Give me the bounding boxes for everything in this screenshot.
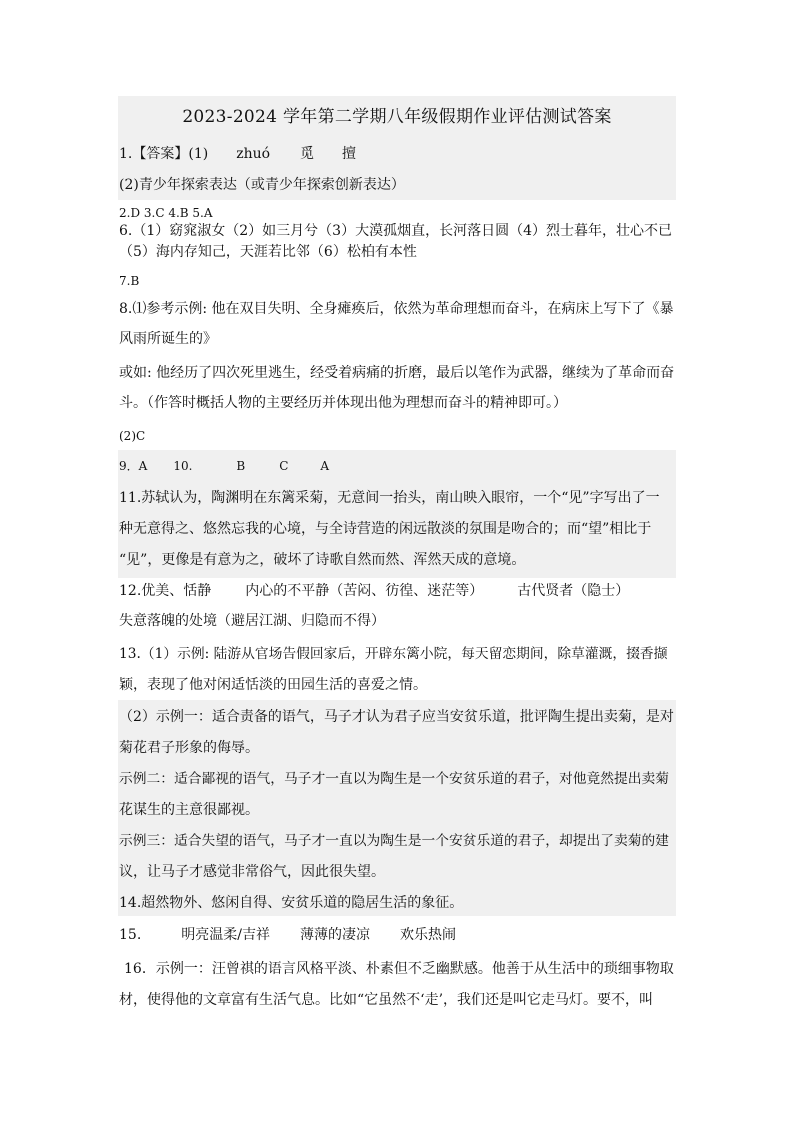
q15-answer-2: 薄薄的凄凉 bbox=[299, 927, 370, 943]
q1-label: 1.【答案】(1) bbox=[119, 146, 209, 162]
q13-line7: 示例三：适合失望的语气，马子才一直以为陶生是一个安贫乐道的君子，却提出了卖菊的建 bbox=[119, 833, 670, 849]
q13-line3: （2）示例一：适合责备的语气，马子才认为君子应当安贫乐道，批评陶生提出卖菊，是对 bbox=[119, 709, 674, 725]
q12-line2: 失意落魄的处境（避居江湖、归隐而不得） bbox=[119, 613, 385, 629]
q15-line bbox=[119, 926, 456, 944]
q15-answer-1: 明亮温柔/吉祥 bbox=[181, 927, 270, 943]
q9-10-line bbox=[119, 457, 329, 475]
q10-answer-b: B bbox=[236, 459, 246, 473]
q10-answer-a: A bbox=[320, 459, 330, 473]
q6-line1: 6.（1）窈窕淑女（2）如三月兮（3）大漠孤烟直，长河落日圆（4）烈士暮年，壮心不已 bbox=[119, 223, 672, 239]
q8-line1: 8.⑴参考示例: 他在双目失明、全身瘫痪后，依然为革命理想而奋斗，在病床上写下了《暴 bbox=[119, 301, 674, 317]
q1-line1 bbox=[119, 145, 356, 163]
q12-part1: 12.优美、恬静 bbox=[119, 583, 212, 599]
q11-line1: 11.苏轼认为，陶渊明在东篱采菊，无意间一抬头，南山映入眼帘，一个“见”字写出了一 bbox=[119, 490, 660, 506]
q16-line2: 材，使得他的文章富有生活气息。比如“它虽然不‘走’，我们还是叫它走马灯。要不，叫 bbox=[119, 992, 654, 1008]
q8-line5: (2)C bbox=[119, 429, 146, 443]
q12-part3: 古代贤者（隐士） bbox=[517, 583, 630, 599]
q13-line8: 议，让马子才感觉非常俗气，因此很失望。 bbox=[119, 864, 385, 880]
q15-answer-3: 欢乐热闹 bbox=[399, 927, 456, 943]
q1-answer-3: 擅 bbox=[342, 146, 357, 162]
q12-line1 bbox=[119, 582, 629, 600]
q13-line2: 颖，表现了他对闲适恬淡的田园生活的喜爱之情。 bbox=[119, 677, 427, 693]
q11-line3: “见”，更像是有意为之，破坏了诗歌自然而然、浑然天成的意境。 bbox=[119, 552, 526, 568]
q1-answer-2: 觅 bbox=[300, 146, 315, 162]
q16-line1: 16．示例一：汪曾祺的语言风格平淡、朴素但不乏幽默感。他善于从生活中的琐细事物取 bbox=[124, 961, 674, 977]
q2-5-answers: 2.D 3.C 4.B 5.A bbox=[119, 206, 213, 220]
q14-answer: 14.超然物外、悠闲自得、安贫乐道的隐居生活的象征。 bbox=[119, 895, 464, 911]
q9-answer: 9．A bbox=[119, 459, 148, 473]
q7-answer: 7.B bbox=[119, 274, 140, 288]
q13-line4: 菊花君子形象的侮辱。 bbox=[119, 740, 259, 756]
page-title: 2023-2024 学年第二学期八年级假期作业评估测试答案 bbox=[182, 107, 612, 127]
q11-line2: 种无意得之、悠然忘我的心境，与全诗营造的闲远散淡的氛围是吻合的；而“望”相比于 bbox=[119, 521, 652, 537]
q6-line2: （5）海内存知己，天涯若比邻（6）松柏有本性 bbox=[119, 244, 417, 260]
q13-line5: 示例二：适合鄙视的语气，马子才一直以为陶生是一个安贫乐道的君子，对他竟然提出卖菊 bbox=[119, 771, 670, 787]
q15-label: 15. bbox=[119, 927, 142, 943]
q1-answer-1: zhuó bbox=[236, 146, 271, 162]
q1-line2: (2)青少年探索表达（或青少年探索创新表达） bbox=[119, 177, 405, 193]
q10-answer-c: C bbox=[279, 459, 289, 473]
q8-line4: 斗。（作答时概括人物的主要经历并体现出他为理想而奋斗的精神即可。） bbox=[119, 395, 567, 411]
q8-line2: 风雨所诞生的》 bbox=[119, 331, 217, 347]
q8-line3: 或如: 他经历了四次死里逃生，经受着病痛的折磨，最后以笔作为武器，继续为了革命而奋 bbox=[119, 365, 675, 381]
q10-label: 10. bbox=[173, 459, 193, 473]
q13-line1: 13.（1）示例: 陆游从官场告假回家后，开辟东篱小院，每天留恋期间，除草灌溉，掇香撷 bbox=[119, 646, 668, 662]
band-q13-2 bbox=[118, 700, 676, 888]
q13-line6: 花谋生的主意很鄙视。 bbox=[119, 802, 259, 818]
q12-part2: 内心的不平静（苦闷、彷徨、迷茫等） bbox=[245, 583, 484, 599]
